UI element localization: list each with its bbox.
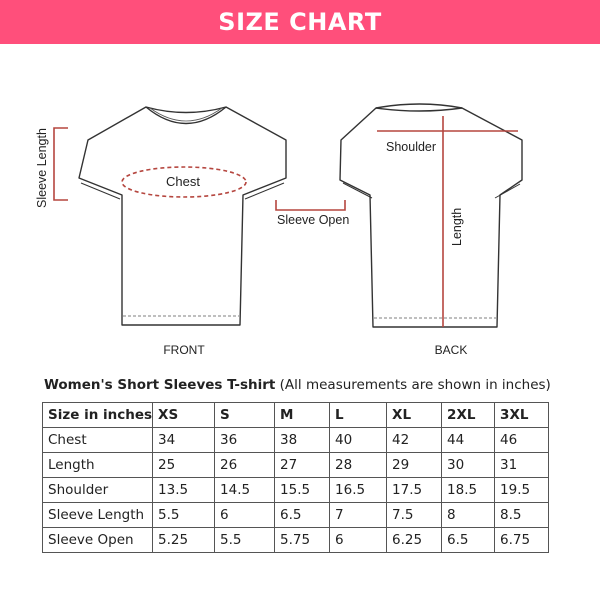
table-cell: 46	[495, 428, 549, 453]
table-caption-title: Women's Short Sleeves T-shirt	[44, 377, 276, 393]
table-row	[43, 528, 549, 553]
table-cell: 42	[387, 428, 442, 453]
table-cell: 34	[153, 428, 215, 453]
table-cell: 6.5	[442, 528, 495, 553]
table-cell: 6.5	[275, 503, 330, 528]
table-row	[43, 428, 549, 453]
table-cell: 8.5	[495, 503, 549, 528]
table-cell: 27	[275, 453, 330, 478]
table-cell: 31	[495, 453, 549, 478]
sleeve-length-label: Sleeve Length	[35, 128, 49, 208]
back-label: BACK	[434, 343, 468, 357]
front-tshirt	[79, 107, 286, 325]
row-label: Shoulder	[43, 478, 153, 503]
table-cell: 6.75	[495, 528, 549, 553]
header-cell: XL	[387, 403, 442, 428]
table-cell: 14.5	[215, 478, 275, 503]
sleeve-open-label: Sleeve Open	[277, 213, 350, 227]
table-cell: 5.5	[153, 503, 215, 528]
header-cell: XS	[153, 403, 215, 428]
table-cell: 36	[215, 428, 275, 453]
table-cell: 18.5	[442, 478, 495, 503]
header-cell: M	[275, 403, 330, 428]
table-cell: 6	[330, 528, 387, 553]
table-cell: 26	[215, 453, 275, 478]
table-cell: 30	[442, 453, 495, 478]
table-cell: 19.5	[495, 478, 549, 503]
row-label: Length	[43, 453, 153, 478]
table-row	[43, 478, 549, 503]
length-label: Length	[450, 207, 464, 246]
table-cell: 6	[215, 503, 275, 528]
front-label: FRONT	[163, 343, 205, 357]
table-cell: 28	[330, 453, 387, 478]
table-cell: 5.25	[153, 528, 215, 553]
table-cell: 7.5	[387, 503, 442, 528]
chest-label: Chest	[166, 174, 200, 189]
table-cell: 13.5	[153, 478, 215, 503]
size-table	[42, 402, 549, 553]
table-cell: 5.5	[215, 528, 275, 553]
table-cell: 29	[387, 453, 442, 478]
table-cell: 17.5	[387, 478, 442, 503]
table-cell: 5.75	[275, 528, 330, 553]
table-cell: 16.5	[330, 478, 387, 503]
header-cell: Size in inches	[43, 403, 153, 428]
sleeve-length-bracket	[54, 128, 68, 200]
table-header-row	[43, 403, 549, 428]
row-label: Sleeve Open	[43, 528, 153, 553]
table-caption	[44, 377, 584, 393]
table-cell: 8	[442, 503, 495, 528]
sleeve-open-bracket	[276, 200, 345, 210]
table-cell: 44	[442, 428, 495, 453]
tshirt-diagram	[0, 44, 600, 374]
header-cell: 3XL	[495, 403, 549, 428]
page-title: SIZE CHART	[218, 8, 382, 36]
header-cell: 2XL	[442, 403, 495, 428]
table-cell: 15.5	[275, 478, 330, 503]
table-caption-note: (All measurements are shown in inches)	[275, 377, 551, 393]
table-cell: 38	[275, 428, 330, 453]
table-cell: 40	[330, 428, 387, 453]
table-cell: 25	[153, 453, 215, 478]
back-tshirt	[340, 104, 522, 327]
header-cell: S	[215, 403, 275, 428]
row-label: Chest	[43, 428, 153, 453]
size-chart-banner	[0, 0, 600, 44]
shoulder-label: Shoulder	[386, 140, 437, 154]
table-row	[43, 453, 549, 478]
table-cell: 7	[330, 503, 387, 528]
row-label: Sleeve Length	[43, 503, 153, 528]
table-row	[43, 503, 549, 528]
header-cell: L	[330, 403, 387, 428]
table-cell: 6.25	[387, 528, 442, 553]
